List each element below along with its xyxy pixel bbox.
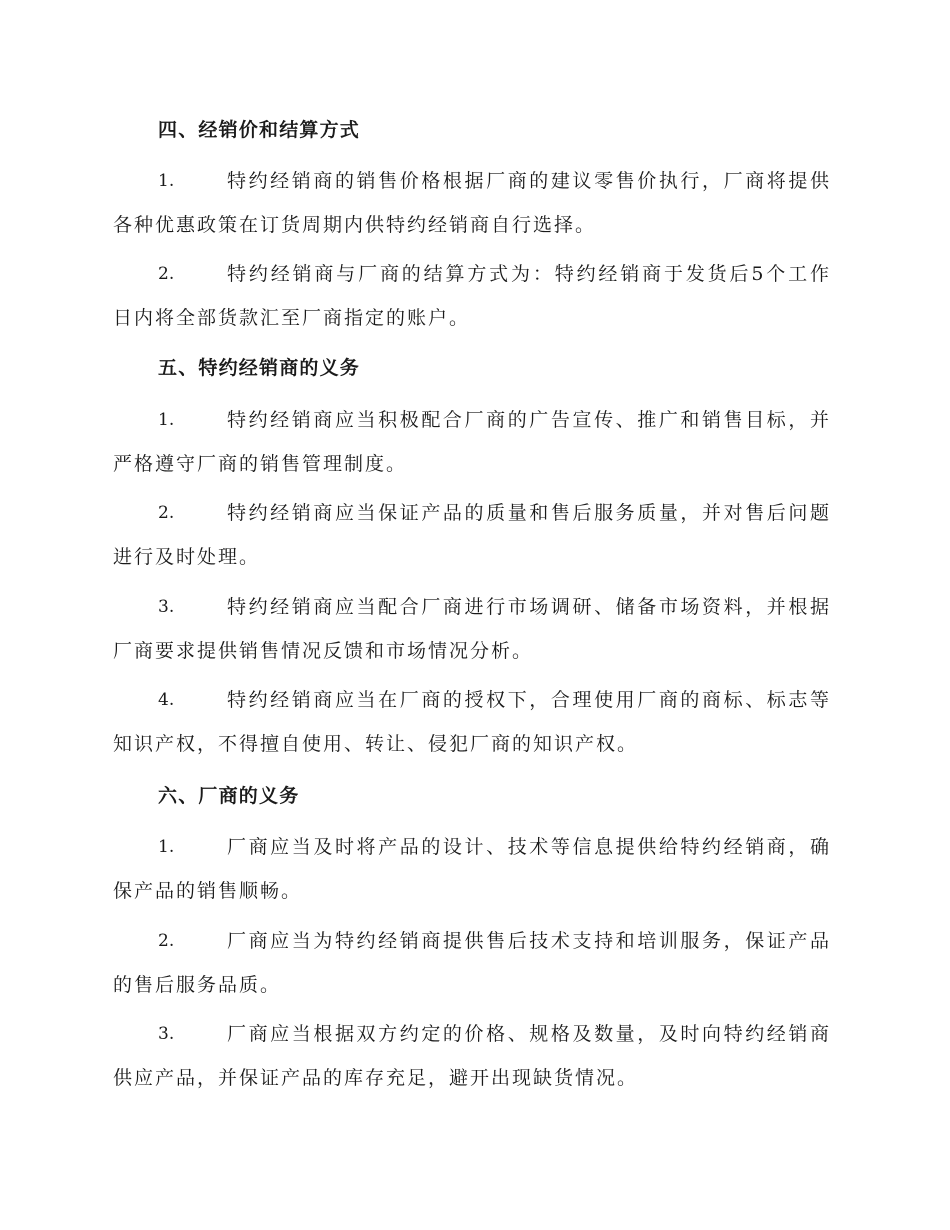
clause-item	[113, 835, 835, 923]
clause-item	[113, 929, 835, 1017]
clause-number: 3.	[158, 597, 175, 617]
clause-line	[113, 452, 835, 496]
clause-number: 1.	[158, 837, 175, 857]
clause-line	[113, 1022, 835, 1066]
clause-item	[113, 262, 835, 350]
clause-text-line-1: 厂商应当及时将产品的设计、技术等信息提供给特约经销商，确	[227, 836, 831, 858]
clause-line	[113, 688, 835, 732]
clause-number: 4.	[158, 690, 175, 710]
clause-text-line-2: 厂商要求提供销售情况反馈和市场情况分析。	[113, 640, 534, 662]
clause-line	[113, 545, 835, 589]
clause-text-line-1: 特约经销商与厂商的结算方式为：特约经销商于发货后5个工作	[227, 263, 831, 285]
clause-text-line-2: 保产品的销售顺畅。	[113, 880, 303, 902]
clause-line	[113, 595, 835, 639]
clause-item	[113, 501, 835, 589]
clause-line	[113, 973, 835, 1017]
clause-line	[113, 1066, 835, 1110]
clause-number: 1.	[158, 410, 175, 430]
clause-line	[113, 169, 835, 213]
clause-number: 1.	[158, 171, 175, 191]
section-heading: 五、特约经销商的义务	[158, 357, 361, 379]
clause-number: 2.	[158, 931, 175, 951]
clause-text-line-1: 特约经销商应当在厂商的授权下，合理使用厂商的商标、标志等	[227, 689, 831, 711]
clause-item	[113, 169, 835, 257]
clause-text-line-2: 供应产品，并保证产品的库存充足，避开出现缺货情况。	[113, 1067, 639, 1089]
clause-item	[113, 1022, 835, 1110]
clause-line	[113, 501, 835, 545]
clause-text-line-2: 知识产权，不得擅自使用、转让、侵犯厂商的知识产权。	[113, 733, 639, 755]
clause-number: 2.	[158, 264, 175, 284]
clause-line	[113, 639, 835, 683]
clause-line	[113, 879, 835, 923]
clause-line	[113, 732, 835, 776]
clause-number: 3.	[158, 1024, 175, 1044]
clause-item	[113, 688, 835, 776]
clause-text-line-2: 严格遵守厂商的销售管理制度。	[113, 453, 408, 475]
clause-text-line-1: 厂商应当根据双方约定的价格、规格及数量，及时向特约经销商	[227, 1023, 831, 1045]
clause-line	[113, 929, 835, 973]
clause-text-line-1: 特约经销商应当配合厂商进行市场调研、储备市场资料，并根据	[227, 596, 831, 618]
clause-line	[113, 213, 835, 257]
clause-text-line-2: 进行及时处理。	[113, 546, 261, 568]
clause-line	[113, 306, 835, 350]
section-heading: 六、厂商的义务	[158, 785, 300, 807]
clause-number: 2.	[158, 503, 175, 523]
clause-text-line-2: 各种优惠政策在订货周期内供特约经销商自行选择。	[113, 214, 597, 236]
clause-text-line-2: 日内将全部货款汇至厂商指定的账户。	[113, 307, 471, 329]
section-heading: 四、经销价和结算方式	[158, 119, 361, 141]
clause-item	[113, 595, 835, 683]
clause-line	[113, 835, 835, 879]
clause-text-line-1: 特约经销商的销售价格根据厂商的建议零售价执行，厂商将提供	[227, 170, 831, 192]
clause-line	[113, 262, 835, 306]
clause-text-line-2: 的售后服务品质。	[113, 974, 282, 996]
clause-line	[113, 408, 835, 452]
clause-text-line-1: 特约经销商应当积极配合厂商的广告宣传、推广和销售目标，并	[227, 409, 831, 431]
clause-text-line-1: 厂商应当为特约经销商提供售后技术支持和培训服务，保证产品	[227, 930, 831, 952]
clause-item	[113, 408, 835, 496]
clause-text-line-1: 特约经销商应当保证产品的质量和售后服务质量，并对售后问题	[227, 502, 831, 524]
